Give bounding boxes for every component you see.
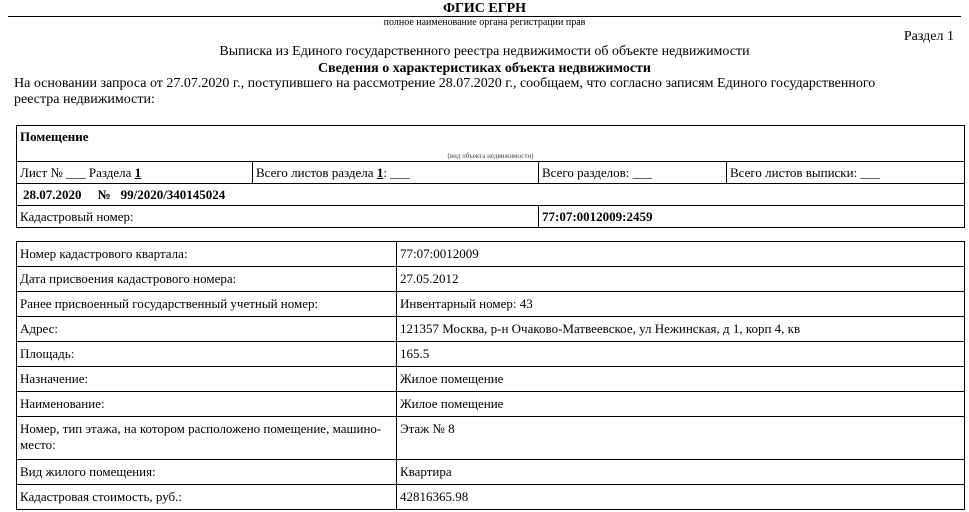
table-row (17, 292, 965, 317)
row-value: Жилое помещение (397, 392, 965, 417)
table-row (17, 367, 965, 392)
table-row (17, 242, 965, 267)
object-type-caption: (вид объекта недвижимости) (17, 151, 965, 162)
row-label: Ранее присвоенный государственный учетный номер: (17, 292, 397, 317)
row-label: Номер, тип этажа, на котором расположено помещение, машино-место: (17, 417, 397, 460)
row-value: 42816365.98 (397, 485, 965, 510)
section-label: Раздел 1 (903, 29, 954, 44)
intro-text: На основании запроса от 27.07.2020 г., поступившего на рассмотрение 28.07.2020 г., сообщаем, что согласно записям Единого государственного реестра недвижимости: (14, 76, 876, 107)
cadastral-number-value: 77:07:0012009:2459 (539, 206, 965, 228)
date-number-cell (17, 184, 965, 206)
document-title: Выписка из Единого государственного реестра недвижимости об объекте недвижимости (219, 44, 750, 59)
row-value: Жилое помещение (397, 367, 965, 392)
row-value: Квартира (397, 460, 965, 485)
row-label: Адрес: (17, 317, 397, 342)
row-label: Наименование: (17, 392, 397, 417)
row-label: Площадь: (17, 342, 397, 367)
org-name: ФГИС ЕГРН (442, 1, 527, 16)
characteristics-table (16, 241, 965, 510)
cadastral-number-label: Кадастровый номер: (17, 206, 539, 228)
table-row (17, 460, 965, 485)
row-value: 77:07:0012009 (397, 242, 965, 267)
extract-number-label: № (97, 186, 111, 202)
sheet-number-cell (17, 162, 253, 184)
extract-date: 28.07.2020 (23, 186, 82, 202)
row-label: Кадастровая стоимость, руб.: (17, 485, 397, 510)
sheet-number-label: Лист № ___ Раздела (20, 164, 132, 180)
row-label: Назначение: (17, 367, 397, 392)
row-value: Инвентарный номер: 43 (397, 292, 965, 317)
row-value: Этаж № 8 (397, 417, 965, 460)
table-row (17, 392, 965, 417)
row-label: Дата присвоения кадастрового номера: (17, 267, 397, 292)
total-sheets-label: Всего листов раздела (256, 164, 374, 180)
table-row (17, 342, 965, 367)
total-sheets-value: 1 (376, 164, 384, 180)
row-label: Номер кадастрового квартала: (17, 242, 397, 267)
table-row (17, 485, 965, 510)
row-value: 121357 Москва, р-н Очаково-Матвеевское, ул Нежинская, д 1, корп 4, кв (397, 317, 965, 342)
table-row (17, 267, 965, 292)
extract-number: 99/2020/340145024 (120, 186, 226, 202)
document-subtitle: Сведения о характеристиках объекта недвижимости (318, 61, 651, 76)
row-value: 165.5 (397, 342, 965, 367)
total-sections-cell: Всего разделов: ___ (539, 162, 727, 184)
total-extract-sheets-cell: Всего листов выписки: ___ (727, 162, 965, 184)
object-header-table (16, 125, 965, 228)
row-value: 27.05.2012 (397, 267, 965, 292)
row-label: Вид жилого помещения: (17, 460, 397, 485)
sheet-section-value: 1 (134, 164, 142, 180)
total-sheets-cell (253, 162, 539, 184)
total-sheets-suffix: : ___ (383, 164, 410, 180)
table-row (17, 417, 965, 460)
object-type: Помещение (17, 126, 965, 152)
table-row (17, 317, 965, 342)
org-caption: полное наименование органа регистрации прав (383, 17, 586, 28)
